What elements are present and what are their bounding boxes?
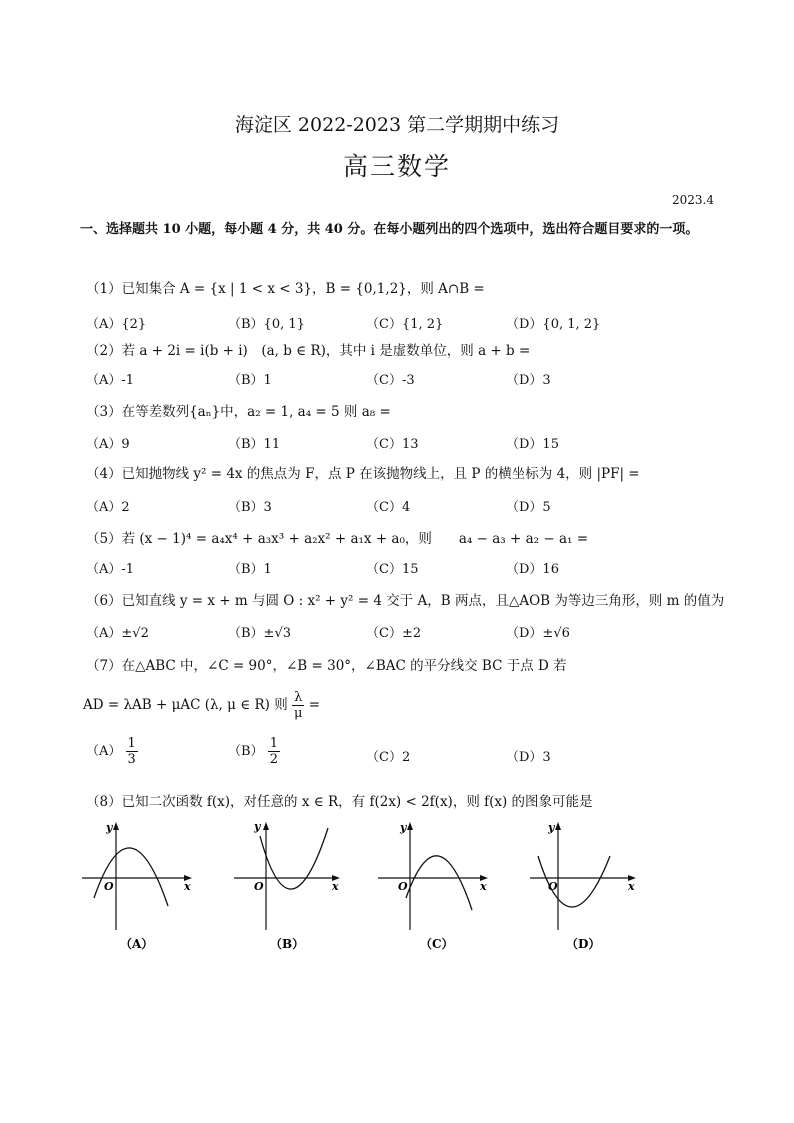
parabola-curve [260, 828, 328, 889]
question-4-option-c: （C）4 [366, 500, 411, 515]
question-7-equals: = [308, 697, 321, 713]
fraction-numerator: λ [292, 690, 304, 706]
option-b-denominator: 2 [269, 752, 278, 767]
y-axis-label: y [254, 820, 261, 833]
question-2-stem: （2）若 a + 2i = i(b + i) (a, b ∈ R)，其中 i 是虚数单位，则 a + b = [86, 343, 531, 359]
exam-date: 2023.4 [672, 193, 714, 207]
question-8-stem: （8）已知二次函数 f(x)，对任意的 x ∈ R，有 f(2x) < 2f(x)，则 f(x) 的图象可能是 [86, 794, 593, 810]
question-7-vector-equation [83, 690, 320, 721]
y-axis-arrow [407, 822, 413, 830]
x-axis-label: x [332, 880, 339, 893]
question-2-option-a: （A）-1 [86, 373, 135, 388]
y-axis-label: y [548, 821, 555, 834]
question-1-option-b: （B）{0, 1} [228, 317, 305, 332]
question-4-option-a: （A）2 [86, 500, 130, 515]
graph-b-label: （B） [270, 937, 305, 951]
y-axis-arrow [263, 822, 269, 830]
option-a-denominator: 3 [127, 752, 136, 767]
graph-a [80, 818, 200, 958]
question-4-option-d: （D）5 [506, 500, 551, 515]
graph-d-label: （D） [566, 937, 601, 951]
question-2-option-c: （C）-3 [366, 373, 415, 388]
question-3-option-c: （C）13 [366, 437, 419, 452]
question-2-option-d: （D）3 [506, 373, 551, 388]
graph-b [232, 818, 352, 958]
y-axis-label: y [106, 821, 113, 834]
question-6-option-b: （B）±√3 [228, 626, 292, 641]
question-6-option-a: （A）±√2 [86, 626, 149, 641]
question-4-option-b: （B）3 [228, 500, 272, 515]
x-axis-label: x [184, 880, 191, 893]
question-5-option-a: （A）-1 [86, 562, 135, 577]
question-5-option-b: （B）1 [228, 562, 272, 577]
y-axis-arrow [113, 822, 119, 830]
x-axis-label: x [628, 880, 635, 893]
option-b-fraction [268, 736, 280, 767]
option-a-numerator: 1 [127, 736, 136, 751]
lambda-over-mu-fraction [292, 690, 304, 721]
page-title: 海淀区 2022-2023 第二学期期中练习 [234, 114, 560, 136]
question-7-vector-text: AD = λAB + μAC (λ, μ ∈ R) 则 [83, 697, 288, 713]
x-axis-label: x [480, 880, 487, 893]
question-6-option-c: （C）±2 [366, 626, 422, 641]
option-a-label: （A） [86, 744, 122, 759]
option-b-numerator: 1 [269, 736, 278, 751]
graph-c [376, 818, 500, 958]
question-3-stem: （3）在等差数列{aₙ}中，a₂ = 1, a₄ = 5 则 a₈ = [86, 404, 391, 420]
graph-c-label: （C） [420, 937, 454, 951]
question-5-option-d: （D）16 [506, 562, 559, 577]
y-axis-arrow [555, 822, 561, 830]
graph-d [528, 818, 644, 958]
question-1-option-c: （C）{1, 2} [366, 317, 444, 332]
question-6-stem: （6）已知直线 y = x + m 与圆 O : x² + y² = 4 交于 A，B 两点，且△AOB 为等边三角形，则 m 的值为 [86, 593, 725, 609]
parabola-curve [94, 848, 168, 906]
question-1-option-d: （D）{0, 1, 2} [506, 317, 601, 332]
option-a-fraction [126, 736, 138, 767]
origin-label: O [398, 880, 408, 893]
option-b-label: （B） [228, 744, 264, 759]
origin-label: O [104, 880, 114, 893]
origin-label: O [548, 880, 558, 893]
question-7-option-a [86, 736, 138, 767]
parabola-curve [406, 856, 472, 910]
graph-a-label: （A） [120, 937, 154, 951]
fraction-denominator: μ [294, 706, 303, 721]
question-3-option-b: （B）11 [228, 437, 281, 452]
question-5-option-c: （C）15 [366, 562, 419, 577]
question-1-stem: （1）已知集合 A = {x | 1 < x < 3}，B = {0,1,2}，则 A∩B = [86, 281, 485, 297]
question-7-option-d: （D）3 [506, 750, 551, 765]
question-4-stem: （4）已知抛物线 y² = 4x 的焦点为 F，点 P 在该抛物线上，且 P 的横坐标为 4，则 |PF| = [86, 466, 640, 482]
question-3-option-a: （A）9 [86, 437, 130, 452]
question-7-stem: （7）在△ABC 中，∠C = 90°，∠B = 30°，∠BAC 的平分线交 BC 于点 D 若 [86, 658, 567, 674]
question-5-stem: （5）若 (x − 1)⁴ = a₄x⁴ + a₃x³ + a₂x² + a₁x + a₀，则 a₄ − a₃ + a₂ − a₁ = [86, 531, 589, 547]
question-7-option-c: （C）2 [366, 750, 411, 765]
question-6-option-d: （D）±√6 [506, 626, 570, 641]
question-2-option-b: （B）1 [228, 373, 272, 388]
question-1-option-a: （A）{2} [86, 317, 147, 332]
y-axis-label: y [400, 821, 407, 834]
section-instructions: 一、选择题共 10 小题，每小题 4 分，共 40 分。在每小题列出的四个选项中，选出符合题目要求的一项。 [80, 222, 699, 237]
origin-label: O [254, 880, 264, 893]
question-3-option-d: （D）15 [506, 437, 559, 452]
page-subtitle: 高三数学 [342, 152, 451, 181]
question-7-option-b [228, 736, 280, 767]
